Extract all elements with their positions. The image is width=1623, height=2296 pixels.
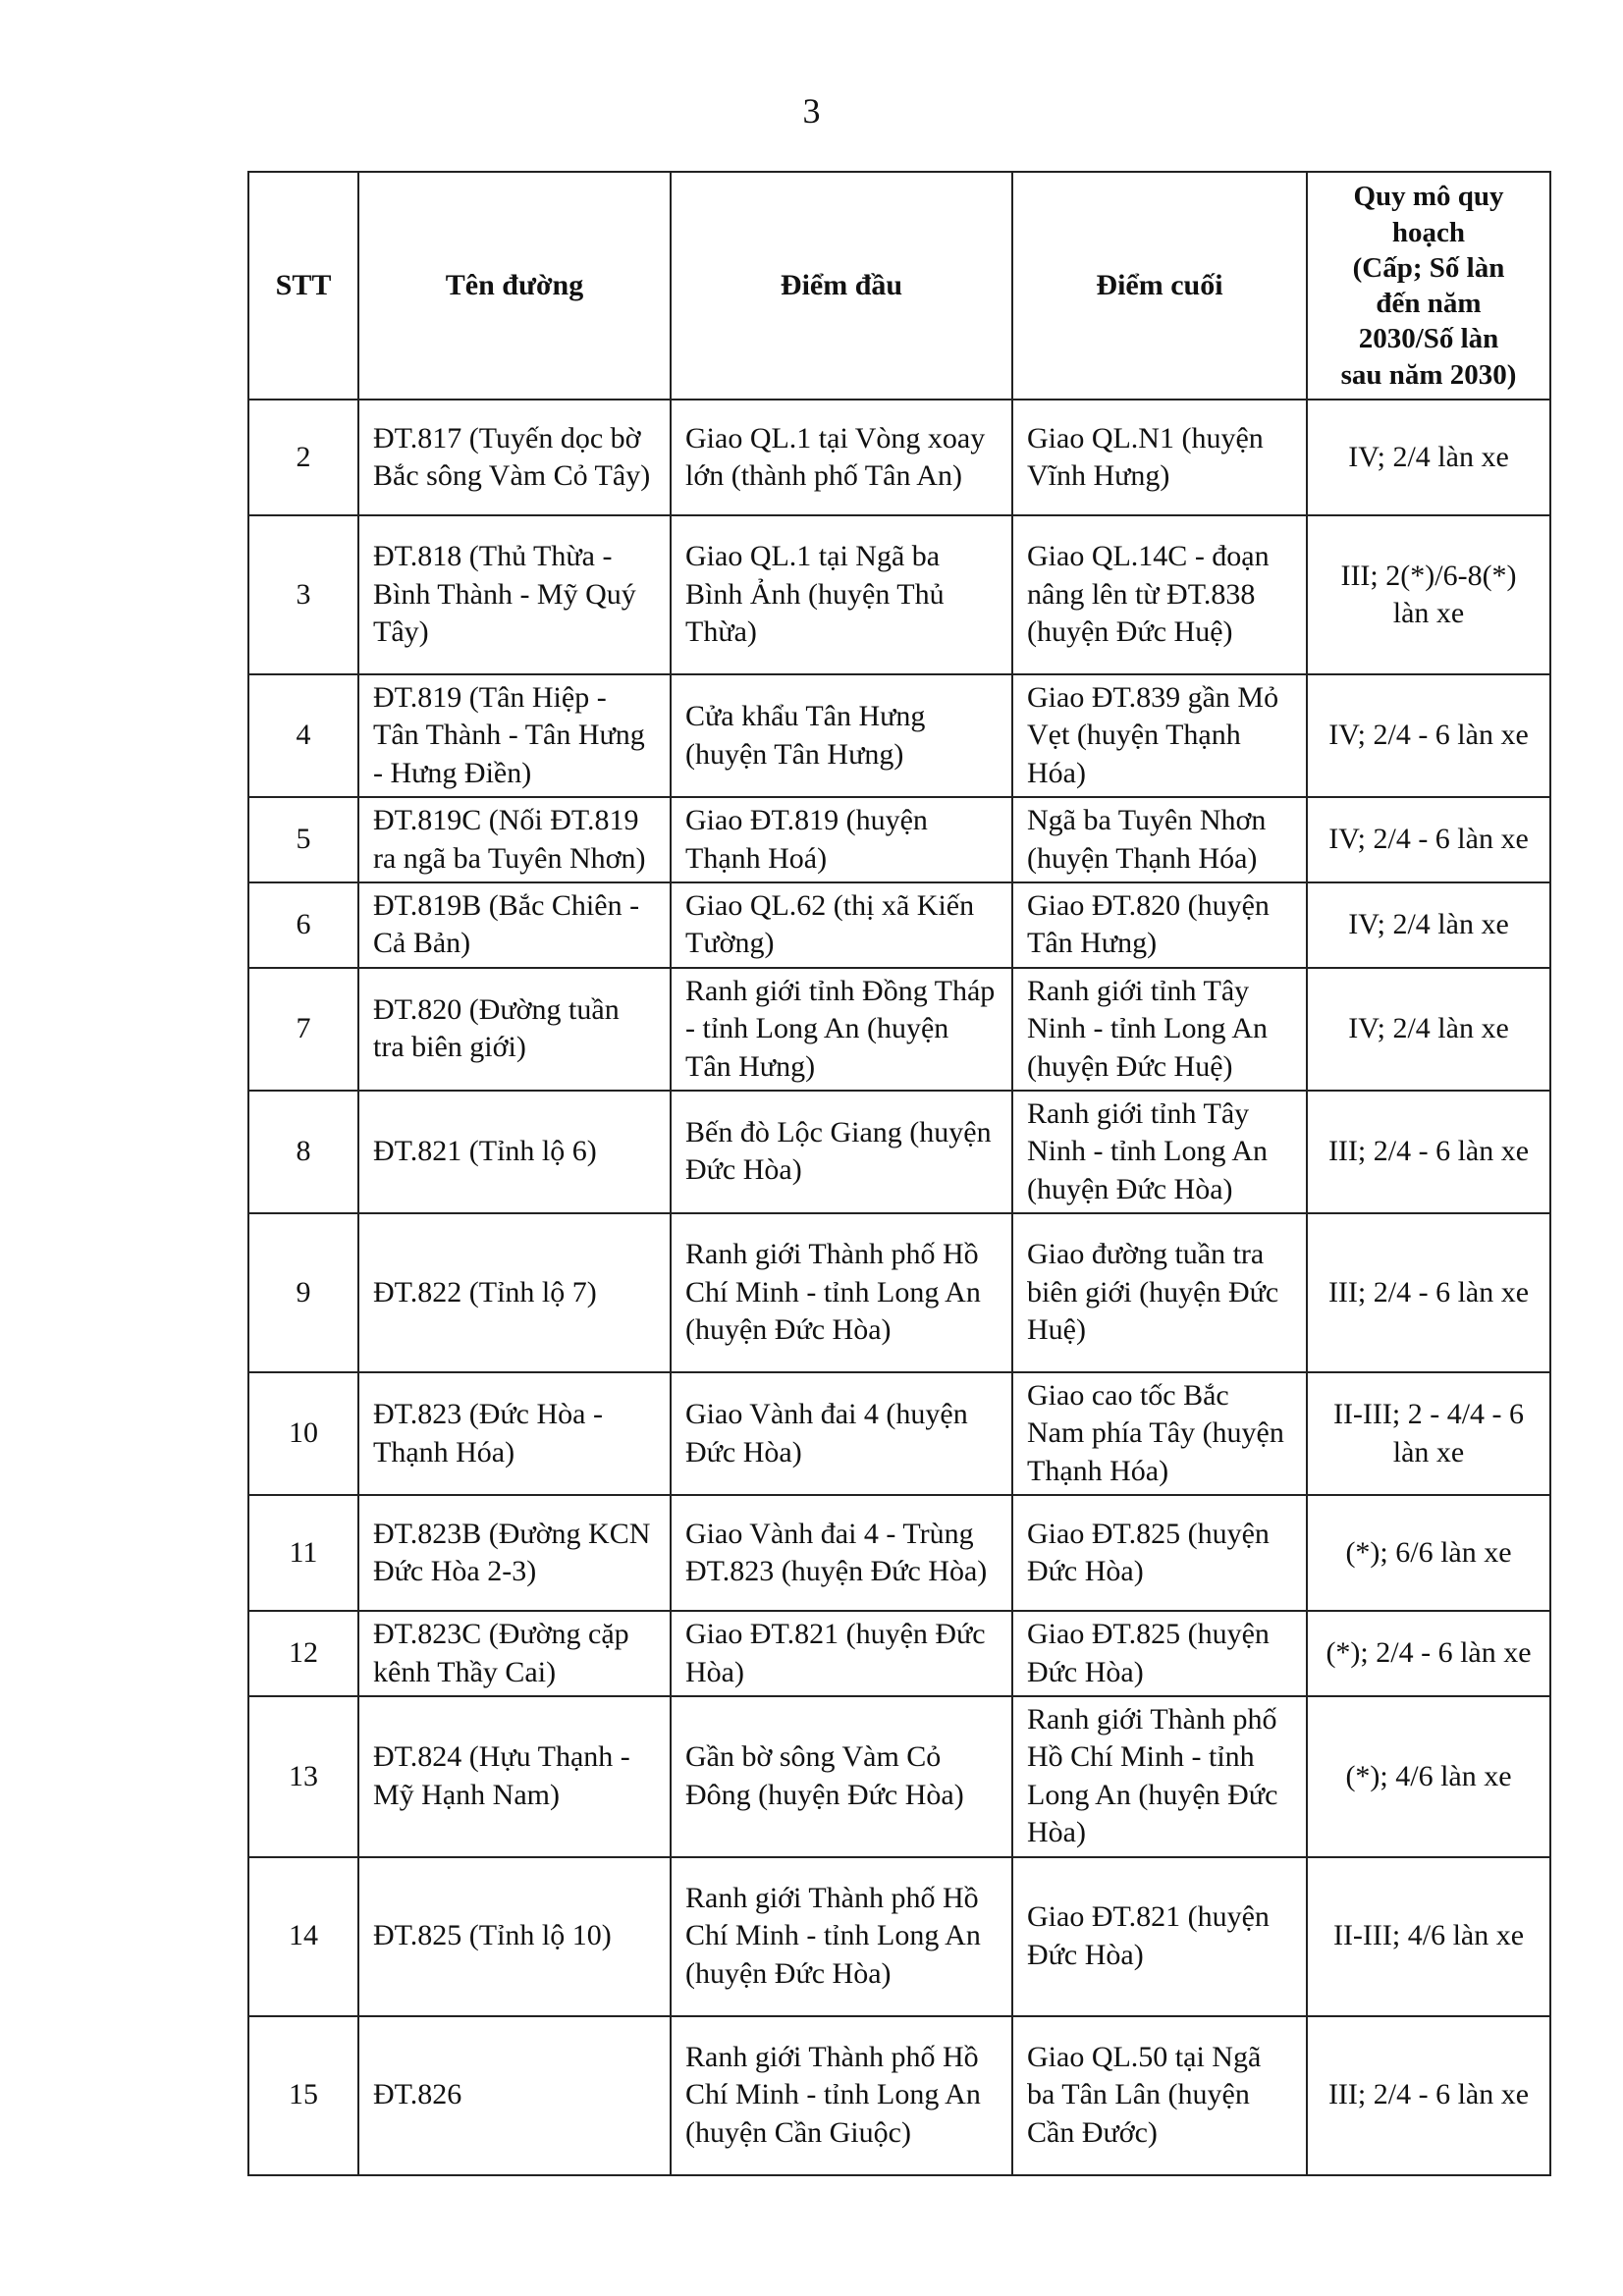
table-row xyxy=(248,2016,1550,2175)
table-row xyxy=(248,674,1550,797)
cell-road-name: ĐT.821 (Tỉnh lộ 6) xyxy=(358,1091,671,1213)
cell-end-point: Ranh giới tỉnh Tây Ninh - tỉnh Long An (huyện Đức Hòa) xyxy=(1012,1091,1307,1213)
cell-road-name: ĐT.826 xyxy=(358,2016,671,2175)
cell-start-point: Cửa khẩu Tân Hưng (huyện Tân Hưng) xyxy=(671,674,1012,797)
header-end-point: Điểm cuối xyxy=(1012,172,1307,400)
cell-stt: 9 xyxy=(248,1213,358,1372)
cell-start-point: Giao QL.1 tại Vòng xoay lớn (thành phố Tân An) xyxy=(671,400,1012,515)
cell-stt: 7 xyxy=(248,968,358,1091)
cell-end-point: Giao cao tốc Bắc Nam phía Tây (huyện Thạnh Hóa) xyxy=(1012,1372,1307,1495)
cell-planning-scale: IV; 2/4 - 6 làn xe xyxy=(1307,797,1550,882)
cell-end-point: Giao ĐT.839 gần Mỏ Vẹt (huyện Thạnh Hóa) xyxy=(1012,674,1307,797)
road-planning-table xyxy=(247,171,1551,2176)
cell-end-point: Ranh giới tỉnh Tây Ninh - tỉnh Long An (huyện Đức Huệ) xyxy=(1012,968,1307,1091)
cell-road-name: ĐT.825 (Tỉnh lộ 10) xyxy=(358,1857,671,2016)
cell-stt: 2 xyxy=(248,400,358,515)
cell-end-point: Giao QL.14C - đoạn nâng lên từ ĐT.838 (huyện Đức Huệ) xyxy=(1012,515,1307,674)
cell-end-point: Giao ĐT.825 (huyện Đức Hòa) xyxy=(1012,1611,1307,1696)
header-road-name: Tên đường xyxy=(358,172,671,400)
cell-stt: 4 xyxy=(248,674,358,797)
header-scale-line: 2030/Số làn xyxy=(1358,323,1499,355)
cell-start-point: Ranh giới Thành phố Hồ Chí Minh - tỉnh Long An (huyện Cần Giuộc) xyxy=(671,2016,1012,2175)
cell-planning-scale: (*); 6/6 làn xe xyxy=(1307,1495,1550,1611)
cell-road-name: ĐT.822 (Tỉnh lộ 7) xyxy=(358,1213,671,1372)
cell-planning-scale: (*); 2/4 - 6 làn xe xyxy=(1307,1611,1550,1696)
cell-start-point: Giao QL.1 tại Ngã ba Bình Ảnh (huyện Thủ Thừa) xyxy=(671,515,1012,674)
cell-stt: 3 xyxy=(248,515,358,674)
cell-planning-scale: III; 2(*)/6-8(*) làn xe xyxy=(1307,515,1550,674)
cell-stt: 10 xyxy=(248,1372,358,1495)
header-scale-line: sau năm 2030) xyxy=(1340,358,1517,391)
cell-planning-scale: III; 2/4 - 6 làn xe xyxy=(1307,1213,1550,1372)
table-row xyxy=(248,797,1550,882)
cell-road-name: ĐT.819 (Tân Hiệp - Tân Thành - Tân Hưng - Hưng Điền) xyxy=(358,674,671,797)
header-planning-scale xyxy=(1307,172,1550,400)
table-row xyxy=(248,1696,1550,1857)
cell-start-point: Giao ĐT.819 (huyện Thạnh Hoá) xyxy=(671,797,1012,882)
cell-road-name: ĐT.819C (Nối ĐT.819 ra ngã ba Tuyên Nhơn) xyxy=(358,797,671,882)
header-start-point: Điểm đầu xyxy=(671,172,1012,400)
table-header-row xyxy=(248,172,1550,400)
cell-end-point: Ngã ba Tuyên Nhơn (huyện Thạnh Hóa) xyxy=(1012,797,1307,882)
table-row xyxy=(248,1495,1550,1611)
cell-end-point: Giao QL.50 tại Ngã ba Tân Lân (huyện Cần Đước) xyxy=(1012,2016,1307,2175)
cell-road-name: ĐT.817 (Tuyến dọc bờ Bắc sông Vàm Cỏ Tây) xyxy=(358,400,671,515)
cell-start-point: Bến đò Lộc Giang (huyện Đức Hòa) xyxy=(671,1091,1012,1213)
cell-end-point: Giao ĐT.820 (huyện Tân Hưng) xyxy=(1012,882,1307,968)
cell-start-point: Ranh giới Thành phố Hồ Chí Minh - tỉnh Long An (huyện Đức Hòa) xyxy=(671,1857,1012,2016)
cell-planning-scale: IV; 2/4 làn xe xyxy=(1307,968,1550,1091)
cell-stt: 6 xyxy=(248,882,358,968)
cell-end-point: Giao QL.N1 (huyện Vĩnh Hưng) xyxy=(1012,400,1307,515)
cell-start-point: Giao Vành đai 4 (huyện Đức Hòa) xyxy=(671,1372,1012,1495)
cell-stt: 5 xyxy=(248,797,358,882)
table-row xyxy=(248,1213,1550,1372)
cell-planning-scale: III; 2/4 - 6 làn xe xyxy=(1307,1091,1550,1213)
cell-stt: 8 xyxy=(248,1091,358,1213)
cell-end-point: Giao ĐT.821 (huyện Đức Hòa) xyxy=(1012,1857,1307,2016)
cell-start-point: Ranh giới Thành phố Hồ Chí Minh - tỉnh Long An (huyện Đức Hòa) xyxy=(671,1213,1012,1372)
cell-road-name: ĐT.819B (Bắc Chiên - Cả Bản) xyxy=(358,882,671,968)
cell-road-name: ĐT.818 (Thủ Thừa - Bình Thành - Mỹ Quý Tây) xyxy=(358,515,671,674)
cell-end-point: Giao ĐT.825 (huyện Đức Hòa) xyxy=(1012,1495,1307,1611)
cell-planning-scale: II-III; 2 - 4/4 - 6 làn xe xyxy=(1307,1372,1550,1495)
cell-end-point: Ranh giới Thành phố Hồ Chí Minh - tỉnh Long An (huyện Đức Hòa) xyxy=(1012,1696,1307,1857)
cell-planning-scale: IV; 2/4 làn xe xyxy=(1307,882,1550,968)
cell-road-name: ĐT.823 (Đức Hòa - Thạnh Hóa) xyxy=(358,1372,671,1495)
table-row xyxy=(248,1857,1550,2016)
cell-planning-scale: IV; 2/4 làn xe xyxy=(1307,400,1550,515)
cell-start-point: Giao ĐT.821 (huyện Đức Hòa) xyxy=(671,1611,1012,1696)
table-row xyxy=(248,882,1550,968)
header-scale-line: (Cấp; Số làn xyxy=(1352,251,1505,284)
table-row xyxy=(248,515,1550,674)
cell-end-point: Giao đường tuần tra biên giới (huyện Đức Huệ) xyxy=(1012,1213,1307,1372)
cell-start-point: Gần bờ sông Vàm Cỏ Đông (huyện Đức Hòa) xyxy=(671,1696,1012,1857)
table-row xyxy=(248,968,1550,1091)
cell-planning-scale: II-III; 4/6 làn xe xyxy=(1307,1857,1550,2016)
cell-stt: 11 xyxy=(248,1495,358,1611)
cell-start-point: Ranh giới tỉnh Đồng Tháp - tỉnh Long An (huyện Tân Hưng) xyxy=(671,968,1012,1091)
cell-start-point: Giao Vành đai 4 - Trùng ĐT.823 (huyện Đức Hòa) xyxy=(671,1495,1012,1611)
cell-stt: 12 xyxy=(248,1611,358,1696)
header-scale-title: Quy mô quy hoạch xyxy=(1353,181,1504,248)
table-row xyxy=(248,1372,1550,1495)
table-row xyxy=(248,1611,1550,1696)
cell-road-name: ĐT.823C (Đường cặp kênh Thầy Cai) xyxy=(358,1611,671,1696)
table-row xyxy=(248,400,1550,515)
page-number: 3 xyxy=(802,91,821,131)
cell-road-name: ĐT.823B (Đường KCN Đức Hòa 2-3) xyxy=(358,1495,671,1611)
header-stt: STT xyxy=(248,172,358,400)
cell-road-name: ĐT.824 (Hựu Thạnh - Mỹ Hạnh Nam) xyxy=(358,1696,671,1857)
cell-road-name: ĐT.820 (Đường tuần tra biên giới) xyxy=(358,968,671,1091)
cell-planning-scale: III; 2/4 - 6 làn xe xyxy=(1307,2016,1550,2175)
cell-stt: 14 xyxy=(248,1857,358,2016)
table-row xyxy=(248,1091,1550,1213)
cell-start-point: Giao QL.62 (thị xã Kiến Tường) xyxy=(671,882,1012,968)
cell-stt: 13 xyxy=(248,1696,358,1857)
header-scale-line: đến năm xyxy=(1376,288,1482,319)
cell-planning-scale: IV; 2/4 - 6 làn xe xyxy=(1307,674,1550,797)
cell-stt: 15 xyxy=(248,2016,358,2175)
cell-planning-scale: (*); 4/6 làn xe xyxy=(1307,1696,1550,1857)
